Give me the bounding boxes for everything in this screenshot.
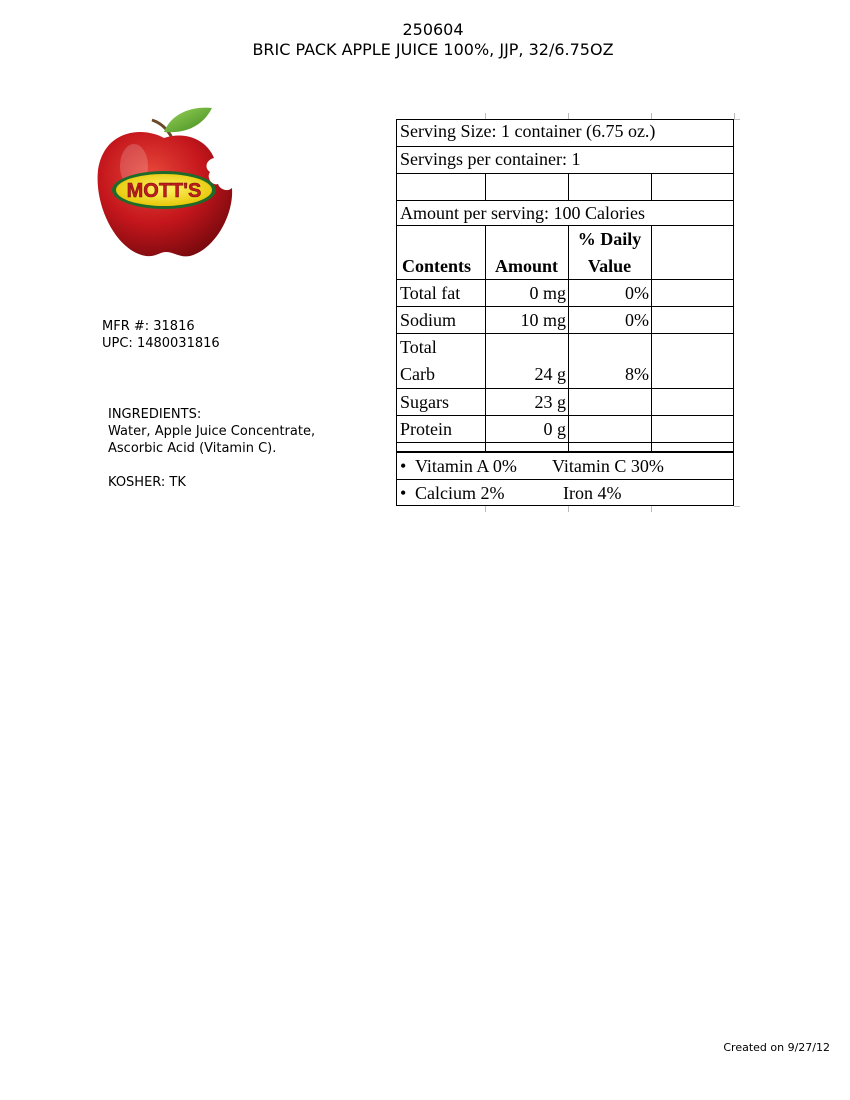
nutrient-amount: 23 g — [534, 392, 566, 412]
nutrient-row-total-carb — [396, 333, 734, 388]
header-amount: Amount — [494, 256, 558, 276]
bullet-icon: • — [400, 483, 407, 503]
column-header-row — [396, 225, 734, 279]
bullet-icon: • — [400, 456, 407, 476]
product-title: BRIC PACK APPLE JUICE 100%, JJP, 32/6.75OZ — [252, 40, 614, 59]
nutrient-amount: 24 g — [534, 364, 566, 384]
nutrient-name: Protein — [400, 419, 452, 439]
ingredients-block — [108, 406, 315, 457]
kosher-status: KOSHER: TK — [108, 475, 186, 490]
servings-per-container: Servings per container: 1 — [400, 149, 581, 169]
product-identifiers — [102, 318, 220, 352]
vitamins-row-2 — [396, 479, 734, 506]
nutrient-amount: 0 mg — [529, 283, 566, 303]
calcium: Calcium 2% — [415, 483, 505, 503]
iron: Iron 4% — [563, 483, 622, 503]
vitamin-c: Vitamin C 30% — [552, 456, 664, 476]
ingredients-heading: INGREDIENTS: — [108, 407, 202, 422]
header-daily-value-line-1: % Daily — [577, 229, 642, 249]
vitamins-row-1 — [396, 451, 734, 479]
nutrient-name: Sugars — [400, 392, 449, 412]
ingredients-line-1: Water, Apple Juice Concentrate, — [108, 424, 316, 439]
nutrient-name-line-1: Total — [400, 337, 437, 357]
product-code: 250604 — [402, 20, 464, 39]
servings-per-container-row — [396, 146, 734, 173]
header-daily-value-line-2: Value — [587, 256, 632, 276]
nutrient-daily-value: 0% — [625, 310, 649, 330]
empty-row — [396, 173, 734, 200]
upc-code: UPC: 1480031816 — [102, 336, 220, 351]
nutrient-name-line-2: Carb — [400, 364, 435, 384]
nutrient-row-sodium — [396, 306, 734, 333]
nutrient-row-sugars — [396, 388, 734, 415]
nutrient-amount: 10 mg — [520, 310, 566, 330]
ingredients-line-2: Ascorbic Acid (Vitamin C). — [108, 441, 277, 456]
grid-tick — [485, 506, 486, 512]
mfr-number: MFR #: 31816 — [102, 319, 195, 334]
nutrient-name: Total fat — [400, 283, 461, 303]
created-date: Created on 9/27/12 — [723, 1041, 830, 1054]
nutrient-row-total-fat — [396, 279, 734, 306]
nutrient-amount: 0 g — [543, 419, 566, 439]
grid-tick — [568, 506, 569, 512]
spacer-row — [396, 442, 734, 451]
vitamin-a: Vitamin A 0% — [415, 456, 517, 476]
calories-row — [396, 200, 734, 225]
grid-tick — [734, 506, 740, 507]
serving-size: Serving Size: 1 container (6.75 oz.) — [400, 121, 656, 141]
grid-tick — [651, 506, 652, 512]
nutrient-daily-value: 0% — [625, 283, 649, 303]
document-header — [0, 20, 850, 60]
nutrient-row-protein — [396, 415, 734, 442]
nutrient-name: Sodium — [400, 310, 457, 330]
grid-tick — [734, 119, 740, 120]
apple-logo-icon — [94, 104, 236, 260]
nutrient-daily-value: 8% — [625, 364, 649, 384]
amount-per-serving: Amount per serving: 100 Calories — [400, 203, 645, 223]
header-contents: Contents — [402, 256, 472, 276]
nutrition-facts-table — [396, 119, 734, 506]
motts-apple-logo — [94, 104, 236, 260]
serving-size-row — [396, 119, 734, 146]
logo-brand-text: MOTT'S — [126, 180, 202, 202]
